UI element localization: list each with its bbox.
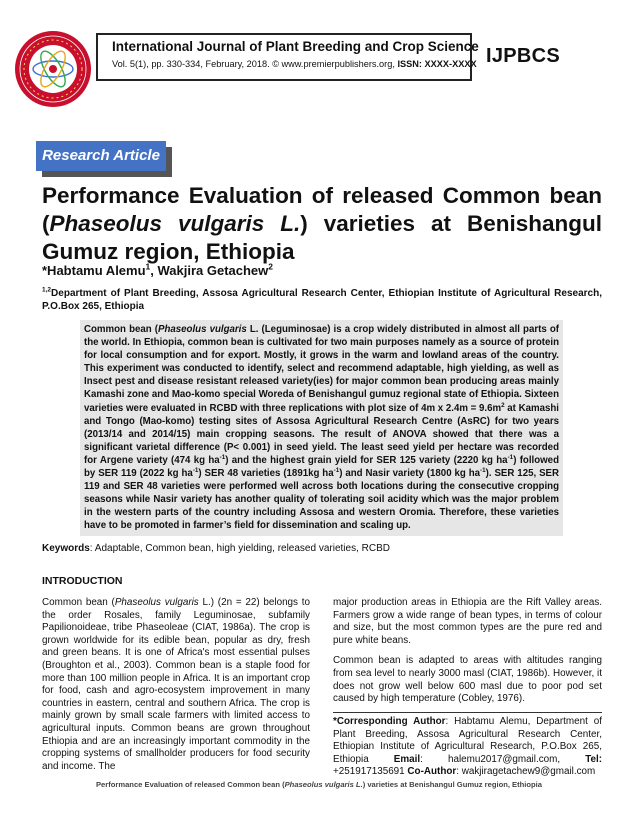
keywords: Keywords: Adaptable, Common bean, high yielding, released varieties, RCBD (42, 543, 390, 554)
corresponding-author-note: *Corresponding Author: Habtamu Alemu, Department of Plant Breeding, Assosa Agricultural Research Center, Ethiopian Institute of Agricultural Research, P.O.Box 265, Ethiopia Email: halemu2017@gmail.com, Tel: +251917135691 Co-Author: wakjiragetachew9@gmail.com (333, 712, 602, 779)
right-column (333, 597, 602, 714)
intro-paragraph: Common bean is adapted to areas with altitudes ranging from sea level to nearly 3000 masl (CIAT, 1986b). However, it does not grow well below 600 masl due to poor pod set caused by high temperature (Cobley, 1976). (333, 655, 602, 705)
abstract: Common bean (Phaseolus vulgaris L. (Leguminosae) is a crop widely distributed in almost all parts of the world. In Ethiopia, common bean is cultivated for two main purposes namely as a source of protein for local consumption and for export. Mostly, it grows in the warm and lowland areas of the country. This experiment was conducted to identify, select and recommend adaptable, high yielding, as well as Insect pest and disease resistant released variety(ies) for major common bean producing areas mainly Kamashi zone and Mao-komo special Woreda of Benishangul gumuz regional state of Ethiopia. Sixteen varieties were evaluated in RCBD with three replications with plot size of 4m x $2.4m = 9.6m^2$ at Kamashi and Tongo (Mao-komo) testing sites of Assosa Agricultural Research Centre (AsRC) for two years (2013/14 and 2014/15) main cropping seasons. The result of ANOVA showed that there was a significant varietal difference (P< 0.001) in seed yield. The least seed yield per hectare was recorded for Argene variety (474 kg $ha^{-1}$) and the highest grain yield for SER 125 variety (2220 kg $ha^{-1}$) followed by SER 119 (2022 kg $ha^{-1}$) SER 48 varieties (1891kg $ha^{-1}$) and Nasir variety (1800 kg $ha^{-1}$). SER 125, SER 119 and SER 48 varieties were performed well across both locations during the consecutive cropping seasons while Nasir variety has another quality of tolerating soil acidity which was the major problem in the western parts of the country including Assosa and western Oromia. Therefore, these varieties have to be promoted in farmer’s field for dissemination and scaling up. (80, 320, 563, 536)
left-column (42, 597, 310, 773)
section-heading-introduction: INTRODUCTION (42, 575, 123, 587)
journal-header (96, 33, 479, 81)
coauthor-email[interactable]: : wakjiragetachew9@gmail.com (456, 766, 596, 778)
affiliation: $^{1,2}$Department of Plant Breeding, Assosa Agricultural Research Center, Ethiopian Institute of Agricultural Research, P.O.Box 265, Ethiopia (42, 286, 602, 312)
article-title: Performance Evaluation of released Common bean (Phaseolus vulgaris L.) varieties at Benishangul Gumuz region, Ethiopia (42, 183, 602, 264)
publisher-logo (14, 30, 92, 108)
author-list: *Habtamu Alemu$^1$, Wakjira Getachew$^2$ (42, 261, 273, 278)
article-type-badge: Research Article (36, 141, 166, 171)
intro-paragraph: major production areas in Ethiopia are the Rift Valley areas. Farmers grow a wide range of bean types, in terms of colour and size, but the most common types are the pure red and pure white beans. (333, 597, 602, 646)
corresponding-email[interactable]: : halemu2017@gmail.com, (420, 753, 561, 765)
page-footer: Performance Evaluation of released Common bean (Phaseolus vulgaris L.) varieties at Benishangul Gumuz region, Ethiopia (95, 780, 543, 789)
journal-name: International Journal of Plant Breeding and Crop Science (112, 39, 479, 54)
intro-paragraph: Common bean (Phaseolus vulgaris L.) (2n = 22) belongs to the order Rosales, family Leguminosae, subfamily Papilionoideae, tribe Phaseoleae (CIAT, 1986a). The crop is grown worldwide for its edible bean, popular as dry, fresh and green beans. It is one of Africa's most essential pulses (Broughton et al., 2003). Common bean is a staple food for more than 100 million people in Africa. It is an important crop for food, cash and agro-ecosystem improvement in many countries in eastern, central and southern Africa. The crop is mainly grown by small scale farmers with limited access to agricultural inputs. Common beans are grown throughout Ethiopia and are an increasingly important commodity in the cropping systems of smallholder producers for food security and income. The (42, 597, 310, 772)
journal-meta: Vol. 5(1), pp. 330-334, February, 2018. © www.premierpublishers.org, ISSN: XXXX-XXXX (112, 59, 477, 69)
journal-acronym: IJPBCS (486, 45, 561, 67)
